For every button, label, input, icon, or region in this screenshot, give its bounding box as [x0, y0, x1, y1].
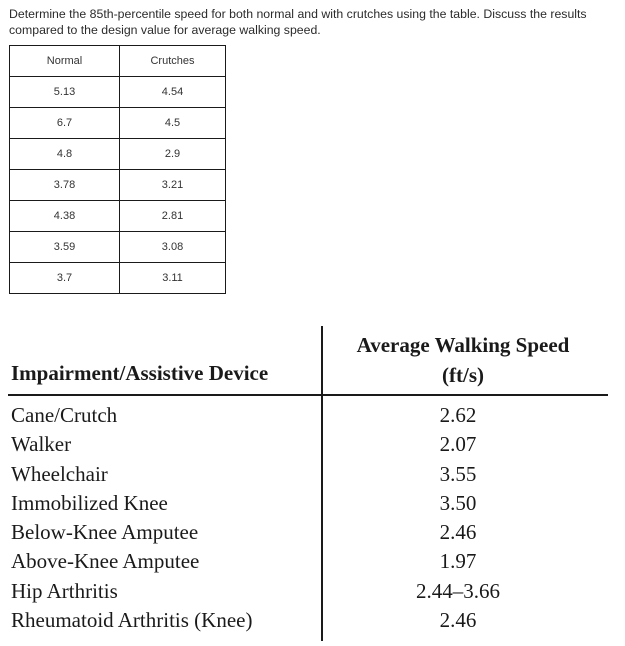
header-normal: Normal: [10, 46, 120, 77]
device-speed: 2.44–3.66: [416, 578, 500, 603]
table-row: [10, 139, 226, 170]
list-item: [0, 520, 625, 549]
device-name: Below-Knee Amputee: [11, 520, 199, 545]
table-row: [10, 77, 226, 108]
header-impairment-device: Impairment/Assistive Device: [11, 361, 269, 385]
header-speed-units: (ft/s): [442, 363, 484, 387]
cell-normal: 3.78: [10, 170, 120, 201]
table-row: [10, 170, 226, 201]
device-name: Above-Knee Amputee: [11, 549, 200, 574]
device-speed: 1.97: [439, 549, 477, 574]
list-item: [0, 579, 625, 608]
device-speed: 2.46: [439, 608, 477, 633]
cell-crutches: 3.08: [120, 232, 226, 263]
question-line-2: compared to the design value for average walking speed.: [9, 23, 321, 37]
cell-crutches: 2.9: [120, 139, 226, 170]
device-name: Walker: [11, 432, 72, 457]
speed-table-header-row: [10, 46, 226, 77]
cell-normal: 3.7: [10, 263, 120, 294]
header-divider: [8, 394, 608, 396]
header-average-walking-speed: [323, 330, 603, 390]
cell-crutches: 4.5: [120, 108, 226, 139]
cell-normal: 3.59: [10, 232, 120, 263]
list-item: [0, 608, 625, 637]
cell-crutches: 2.81: [120, 201, 226, 232]
device-speed: 2.07: [439, 432, 477, 457]
device-name: Hip Arthritis: [11, 578, 118, 603]
list-item: [0, 549, 625, 578]
device-speed: 2.62: [439, 403, 477, 427]
cell-crutches: 3.21: [120, 170, 226, 201]
device-name: Wheelchair: [11, 461, 108, 486]
walking-speed-reference-table: [0, 326, 625, 646]
device-speed: 3.55: [439, 461, 477, 486]
cell-normal: 4.38: [10, 201, 120, 232]
device-speed: 3.50: [439, 490, 477, 515]
list-item: [0, 432, 625, 461]
list-item: [0, 491, 625, 520]
question-text: [9, 6, 614, 38]
cell-crutches: 4.54: [120, 77, 226, 108]
device-name: Immobilized Knee: [11, 490, 168, 515]
list-item: [0, 462, 625, 491]
device-speed: 2.46: [439, 520, 477, 545]
cell-normal: 4.8: [10, 139, 120, 170]
device-name: Cane/Crutch: [11, 403, 118, 427]
list-item: [0, 403, 625, 432]
reference-rows: [0, 403, 625, 637]
header-speed-line-1: Average Walking Speed: [356, 333, 570, 357]
cell-normal: 5.13: [10, 77, 120, 108]
table-row: [10, 232, 226, 263]
table-row: [10, 108, 226, 139]
speed-data-table: [9, 45, 226, 294]
table-row: [10, 263, 226, 294]
cell-normal: 6.7: [10, 108, 120, 139]
device-name: Rheumatoid Arthritis (Knee): [11, 608, 253, 633]
header-crutches: Crutches: [120, 46, 226, 77]
table-row: [10, 201, 226, 232]
cell-crutches: 3.11: [120, 263, 226, 294]
question-line-1: Determine the 85th-percentile speed for both normal and with crutches using the table. Discuss the results: [9, 7, 587, 21]
